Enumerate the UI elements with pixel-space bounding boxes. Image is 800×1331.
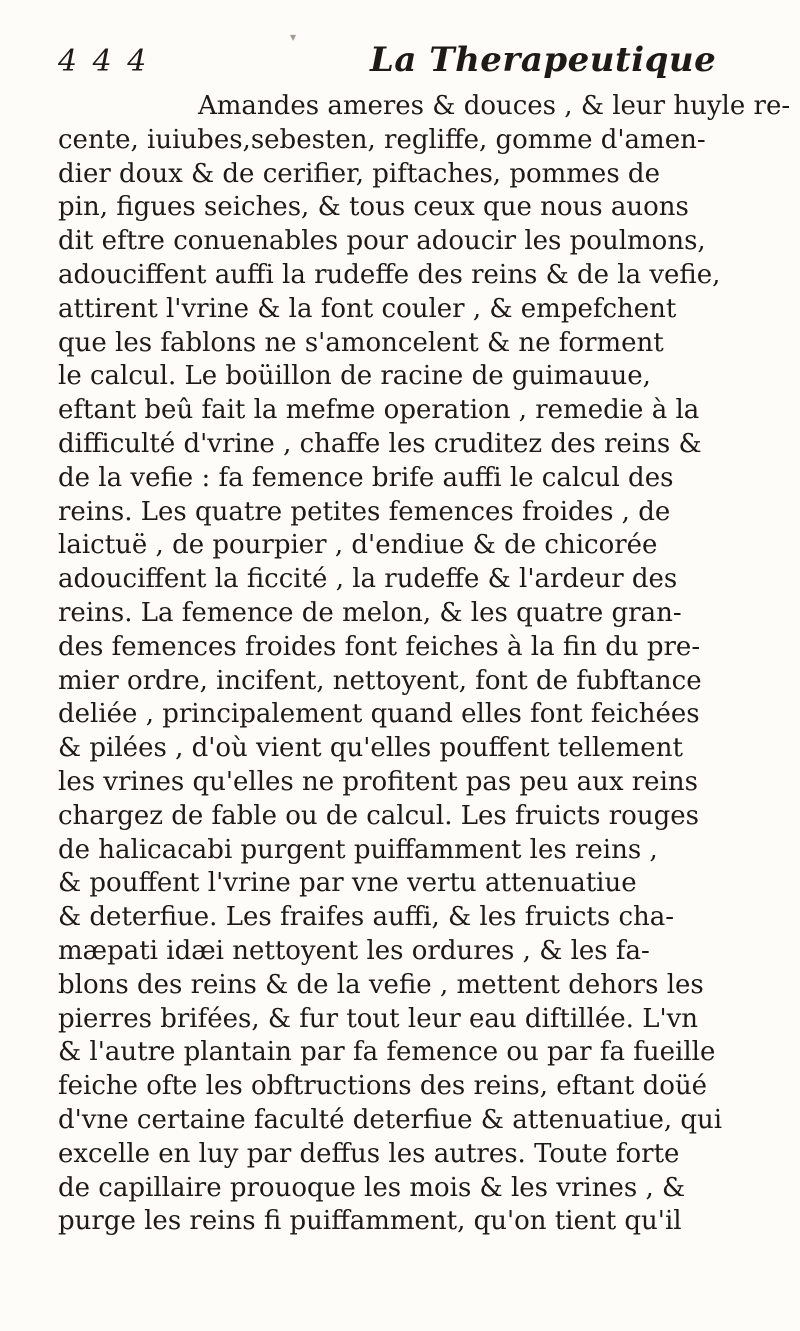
text-line: & deterfiue. Les fraifes auffi, & les fruicts cha- bbox=[58, 902, 675, 933]
text-line: reins. Les quatre petites femences froides , de bbox=[58, 496, 671, 527]
text-line: feiche ofte les obftructions des reins, eftant doüé bbox=[58, 1071, 708, 1102]
text-line: excelle en luy par deffus les autres. Toute forte bbox=[58, 1138, 680, 1169]
text-line: que les fablons ne s'amoncelent & ne forment bbox=[58, 327, 664, 358]
text-line: difficulté d'vrine , chaffe les cruditez des reins & bbox=[58, 428, 702, 459]
text-line: laictuë , de pourpier , d'endiue & de chicorée bbox=[58, 530, 658, 561]
text-line: purge les reins fi puiffamment, qu'on tient qu'il bbox=[58, 1206, 682, 1237]
running-head: La Therapeutique bbox=[370, 40, 717, 80]
text-line: de la vefie : fa femence brife auffi le calcul des bbox=[58, 462, 674, 493]
text-line: & pouffent l'vrine par vne vertu attenuatiue bbox=[58, 868, 637, 899]
text-line: dit eftre conuenables pour adoucir les poulmons, bbox=[58, 226, 706, 257]
text-line: eftant beû fait la mefme operation , remedie à la bbox=[58, 395, 700, 426]
print-mark-icon: ▾ bbox=[290, 30, 297, 44]
page-header bbox=[58, 40, 778, 90]
text-line: les vrines qu'elles ne profitent pas peu aux reins bbox=[58, 766, 698, 797]
body-text bbox=[58, 90, 798, 1310]
page-number: 4 4 4 bbox=[58, 44, 150, 79]
text-line: adouciffent la ficcité , la rudeffe & l'ardeur des bbox=[58, 564, 678, 595]
text-line: des femences froides font feiches à la fin du pre- bbox=[58, 631, 701, 662]
text-line: chargez de fable ou de calcul. Les fruicts rouges bbox=[58, 800, 699, 831]
text-line: pin, figues seiches, & tous ceux que nous auons bbox=[58, 192, 689, 223]
text-line: Amandes ameres & douces , & leur huyle re- bbox=[198, 91, 791, 121]
text-line: blons des reins & de la vefie , mettent dehors les bbox=[58, 969, 704, 1000]
text-line: & pilées , d'où vient qu'elles pouffent tellement bbox=[58, 733, 683, 764]
text-line: cente, iuiubes,sebesten, regliffe, gomme d'amen- bbox=[58, 124, 706, 155]
text-line: deliée , principalement quand elles font feichées bbox=[58, 699, 700, 730]
text-line: pierres brifées, & fur tout leur eau diftillée. L'vn bbox=[58, 1003, 699, 1034]
text-line: mier ordre, incifent, nettoyent, font de fubftance bbox=[58, 665, 702, 696]
text-line: dier doux & de cerifier, piftaches, pommes de bbox=[58, 158, 660, 189]
text-line: le calcul. Le boüillon de racine de guimauue, bbox=[58, 361, 651, 392]
text-line: adouciffent auffi la rudeffe des reins & de la vefie, bbox=[58, 259, 721, 290]
text-line: d'vne certaine faculté deterfiue & attenuatiue, qui bbox=[58, 1104, 723, 1135]
text-line: mæpati idæi nettoyent les ordures , & les fa- bbox=[58, 935, 650, 966]
text-line: reins. La femence de melon, & les quatre gran- bbox=[58, 597, 682, 628]
text-line: de capillaire prouoque les mois & les vrines , & bbox=[58, 1172, 686, 1203]
text-line: de halicacabi purgent puiffamment les reins , bbox=[58, 834, 658, 865]
text-line: attirent l'vrine & la font couler , & empefchent bbox=[58, 293, 677, 324]
text-line: & l'autre plantain par fa femence ou par fa fueille bbox=[58, 1037, 716, 1068]
